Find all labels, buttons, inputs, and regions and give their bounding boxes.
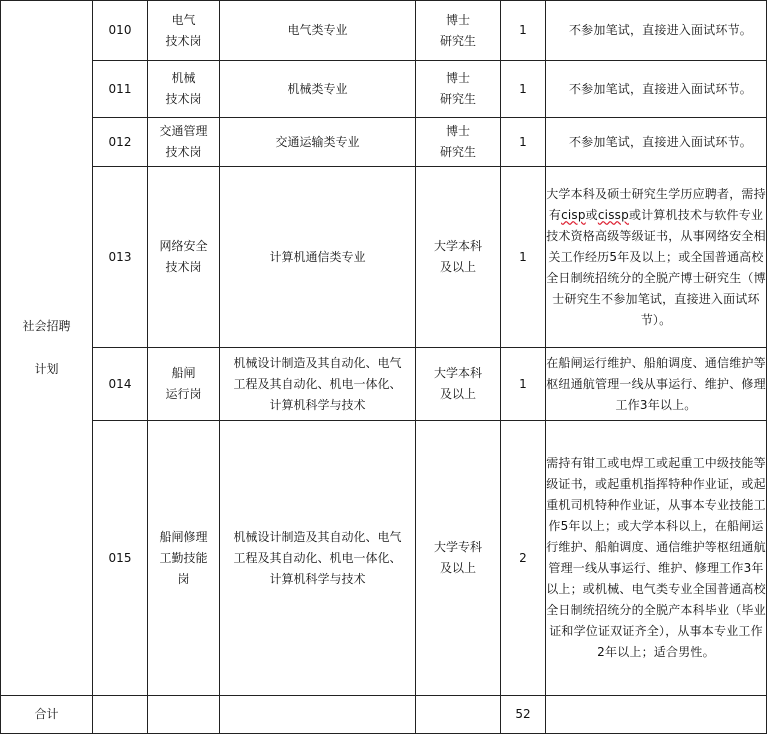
position-title: 机械 技术岗 (148, 61, 220, 118)
table-row (1, 1, 767, 61)
major-cell: 机械类专业 (220, 61, 416, 118)
position-title: 交通管理 技术岗 (148, 118, 220, 167)
major-cell: 机械设计制造及其自动化、电气 工程及其自动化、机电一体化、 计算机科学与技术 (220, 421, 416, 696)
hire-count: 1 (501, 167, 546, 348)
category-cell (1, 1, 93, 696)
education-cell: 博士 研究生 (416, 118, 501, 167)
position-code: 015 (93, 421, 148, 696)
table-row (1, 61, 767, 118)
requirement-cell: 不参加笔试，直接进入面试环节。 (546, 118, 767, 167)
requirement-cell: 需持有钳工或电焊工或起重工中级技能等级证书，或起重机指挥特种作业证，或起重机司机特种作业证，从事本专业技能工作5年以上；或大学本科以上，在船闸运行维护、船舶调度、通信维护等枢纽通航管理一线从事运行、维护、修理工作3年以上；或机械、电气类专业全国普通高校全日制统招统分的全脱产本科毕业（毕业证和学位证双证齐全），从事本专业工作2年以上；适合男性。 (546, 421, 767, 696)
total-row (1, 696, 767, 734)
position-code: 010 (93, 1, 148, 61)
major-cell: 电气类专业 (220, 1, 416, 61)
total-label: 合计 (1, 696, 93, 734)
requirement-cell: 在船闸运行维护、船舶调度、通信维护等枢纽通航管理一线从事运行、维护、修理工作3年以上。 (546, 348, 767, 421)
empty-cell (93, 696, 148, 734)
position-title: 网络安全 技术岗 (148, 167, 220, 348)
total-count: 52 (501, 696, 546, 734)
hire-count: 1 (501, 118, 546, 167)
empty-cell (546, 696, 767, 734)
requirement-cell: 不参加笔试，直接进入面试环节。 (546, 1, 767, 61)
hire-count: 1 (501, 1, 546, 61)
position-title: 船闸 运行岗 (148, 348, 220, 421)
position-title: 船闸修理 工勤技能 岗 (148, 421, 220, 696)
major-cell: 机械设计制造及其自动化、电气 工程及其自动化、机电一体化、 计算机科学与技术 (220, 348, 416, 421)
requirement-cell: 大学本科及硕士研究生学历应聘者，需持有cisp或cissp或计算机技术与软件专业技术资格高级等级证书，从事网络安全相关工作经历5年及以上；或全国普通高校全日制统招统分的全脱产博士研究生（博士研究生不参加笔试，直接进入面试环节）。 (546, 167, 767, 348)
empty-cell (416, 696, 501, 734)
category-line2: 计划 (34, 362, 59, 376)
requirement-cell: 不参加笔试，直接进入面试环节。 (546, 61, 767, 118)
table-row (1, 167, 767, 348)
empty-cell (220, 696, 416, 734)
position-code: 014 (93, 348, 148, 421)
position-code: 011 (93, 61, 148, 118)
position-code: 013 (93, 167, 148, 348)
cisp-term: cisp (561, 207, 586, 222)
education-cell: 大学本科 及以上 (416, 167, 501, 348)
education-cell: 博士 研究生 (416, 1, 501, 61)
major-cell: 计算机通信类专业 (220, 167, 416, 348)
cissp-term: cissp (597, 207, 629, 222)
education-cell: 大学专科 及以上 (416, 421, 501, 696)
hire-count: 1 (501, 348, 546, 421)
table-row (1, 348, 767, 421)
empty-cell (148, 696, 220, 734)
table-row (1, 421, 767, 696)
hire-count: 2 (501, 421, 546, 696)
table-row (1, 118, 767, 167)
position-code: 012 (93, 118, 148, 167)
hire-count: 1 (501, 61, 546, 118)
education-cell: 大学本科 及以上 (416, 348, 501, 421)
position-title: 电气 技术岗 (148, 1, 220, 61)
education-cell: 博士 研究生 (416, 61, 501, 118)
major-cell: 交通运输类专业 (220, 118, 416, 167)
category-line1: 社会招聘 (22, 319, 71, 333)
